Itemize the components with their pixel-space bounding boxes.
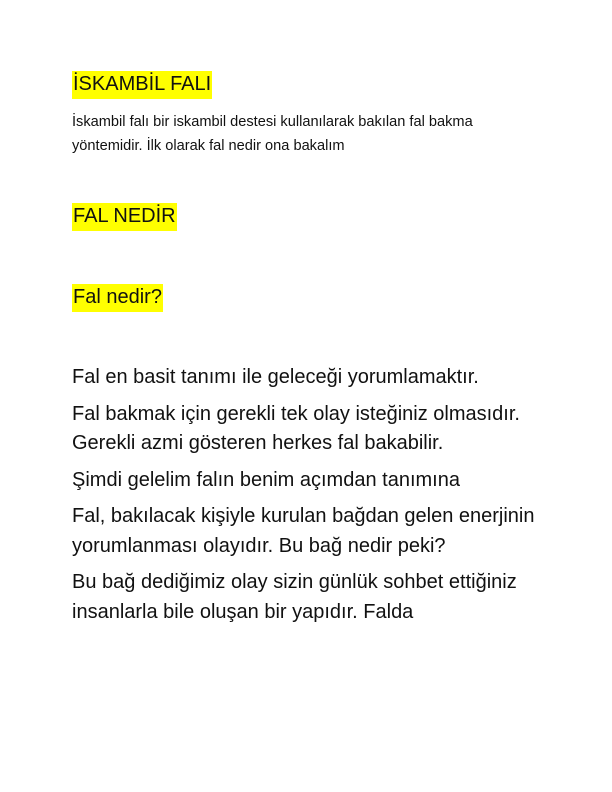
body-paragraph: Fal en basit tanımı ile geleceği yorumlamaktır.	[72, 366, 479, 388]
intro-paragraph: İskambil falı bir iskambil destesi kullanılarak bakılan fal bakma yöntemidir. İlk olarak fal nedir ona bakalım	[72, 114, 473, 154]
section-heading	[72, 203, 177, 231]
body-paragraph: Fal, bakılacak kişiyle kurulan bağdan gelen enerjinin yorumlanması olayıdır. Bu bağ nedir peki?	[72, 505, 535, 557]
subheading	[72, 284, 163, 312]
body-paragraph: Fal bakmak için gerekli tek olay isteğiniz olmasıdır. Gerekli azmi gösteren herkes fal bakabilir.	[72, 402, 520, 454]
body-text	[72, 363, 542, 634]
subheading-highlight: Fal nedir?	[72, 284, 163, 312]
body-paragraph: Bu bağ dediğimiz olay sizin günlük sohbet ettiğiniz insanlarla bile oluşan bir yapıdır. Falda	[72, 571, 517, 623]
document-title	[72, 71, 212, 99]
title-highlight: İSKAMBİL FALI	[72, 71, 212, 99]
body-paragraph: Şimdi gelelim falın benim açımdan tanımına	[72, 468, 460, 491]
section-heading-highlight: FAL NEDİR	[72, 203, 177, 231]
